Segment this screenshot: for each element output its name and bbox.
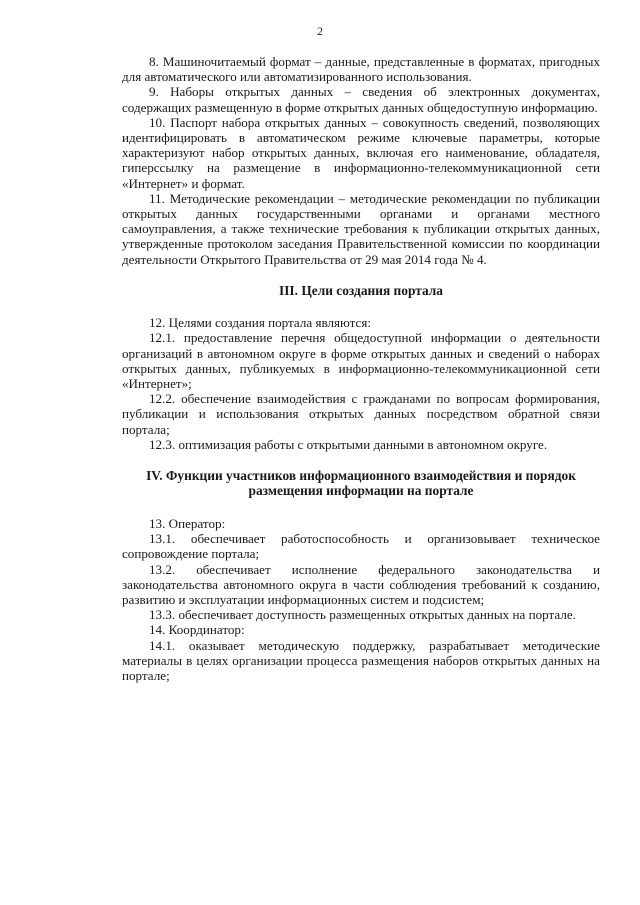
paragraph-item-12-2: 12.2. обеспечение взаимодействия с гражданами по вопросам формирования, публикации и использования открытых данных посредством обратной связи портала; (122, 391, 600, 437)
document-body (122, 54, 600, 683)
section-heading-4-line1: IV. Функции участников информационного взаимодействия и порядок (146, 468, 576, 484)
paragraph-item-8: 8. Машиночитаемый формат – данные, представленные в форматах, пригодных для автоматического или автоматизированного использования. (122, 54, 600, 85)
paragraph-item-13-2: 13.2. обеспечивает исполнение федерального законодательства и законодательства автономного округа в части соблюдения требований к созданию, развитию и эксплуатации информационных систем и подсистем; (122, 561, 600, 607)
section-heading-4 (122, 468, 600, 499)
paragraph-item-14: 14. Координатор: (149, 622, 245, 638)
paragraph-item-11: 11. Методические рекомендации – методические рекомендации по публикации открытых данных государственными органами и органами местного самоуправления, а также технические требования к публикации открытых данных, утвержденные протоколом заседания Правительственной комиссии по координации деятельности Открытого Правительства от 29 мая 2014 года № 4. (122, 190, 600, 267)
section-heading-4-line2: размещения информации на портале (248, 483, 474, 499)
page-number: 2 (317, 24, 323, 38)
paragraph-item-13-3: 13.3. обеспечивает доступность размещенных открытых данных на портале. (149, 607, 576, 623)
paragraph-item-9: 9. Наборы открытых данных – сведения об электронных документах, содержащих размещенную в форме открытых данных общедоступную информацию. (122, 84, 600, 115)
paragraph-item-12-1: 12.1. предоставление перечня общедоступной информации о деятельности организаций в автономном округе в форме открытых данных и сведений о наборах открытых данных, публикуемых в информационно-телекоммуникационной сети «Интернет»; (122, 330, 600, 392)
paragraph-item-10: 10. Паспорт набора открытых данных – совокупность сведений, позволяющих идентифицировать в автоматическом режиме ключевые параметры, которые характеризуют набор открытых данных, включая его наименование, обладателя, гиперссылку на размещение в информационно-телекоммуникационной сети «Интернет» и формат. (122, 114, 600, 191)
paragraph-item-14-1: 14.1. оказывает методическую поддержку, разрабатывает методические материалы в целях организации процесса размещения наборов открытых данных на портале; (122, 637, 600, 683)
paragraph-item-13-1: 13.1. обеспечивает работоспособность и организовывает техническое сопровождение портала; (122, 531, 600, 562)
paragraph-item-12-3: 12.3. оптимизация работы с открытыми данными в автономном округе. (149, 436, 548, 452)
paragraph-item-12: 12. Целями создания портала являются: (149, 315, 372, 331)
paragraph-item-13: 13. Оператор: (149, 515, 226, 531)
section-heading-3: III. Цели создания портала (279, 282, 443, 298)
